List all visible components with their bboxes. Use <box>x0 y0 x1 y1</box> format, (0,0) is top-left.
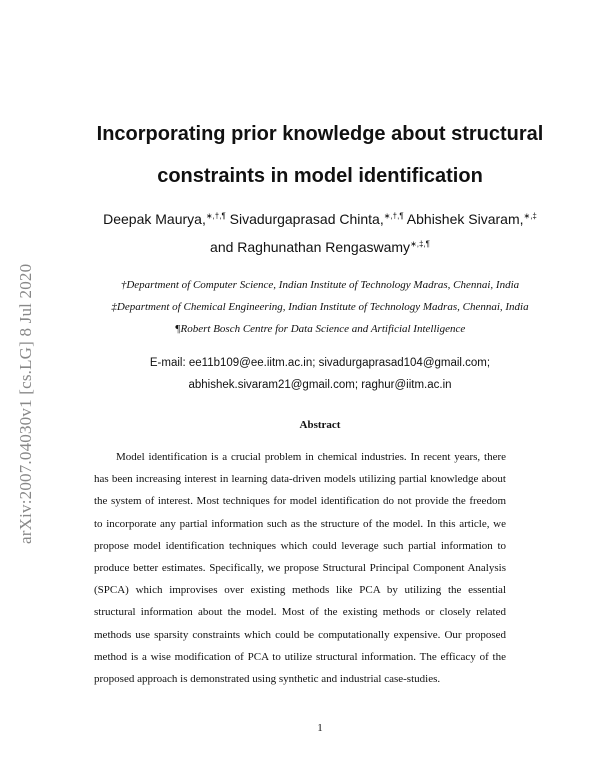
contact-emails <box>40 352 600 396</box>
author-conjunction: and <box>210 239 234 255</box>
author-name: Deepak Maurya, <box>103 211 206 227</box>
author-name: Sivadurgaprasad Chinta, <box>229 211 384 227</box>
page-number: 1 <box>317 722 323 734</box>
affiliation-list <box>40 274 600 340</box>
abstract-body: Model identification is a crucial problem in chemical industries. In recent years, there has been increasing interest in learning data-driven models utilizing partial knowledge about the system of interest. Most techniques for model identification do not provide the freedom to incorporate any partial information such as the structure of the model. In this article, we propose model identification techniques which could leverage such partial information to produce better estimates. Specifically, we propose Structural Principal Component Analysis (SPCA) which improvises over existing methods like PCA by utilizing the essential structural information about the model. Most of the existing methods or closely related methods use sparsity constraints which could be computationally expensive. Our proposed method is a wise modification of PCA to utilize structural information. The efficacy of the proposed approach is demonstrated using synthetic and industrial case-studies. <box>94 451 506 686</box>
author-affiliation-marks: ∗,†,¶ <box>205 211 226 221</box>
email-line-1: E-mail: ee11b109@ee.iitm.ac.in; sivadurgaprasad104@gmail.com; <box>149 357 491 369</box>
abstract-heading: Abstract <box>299 419 341 431</box>
email-line-2: abhishek.sivaram21@gmail.com; raghur@iitm.ac.in <box>188 379 452 391</box>
affiliation-cs-iitm: †Department of Computer Science, Indian Institute of Technology Madras, Chennai, India <box>120 279 520 291</box>
affiliation-bosch-centre: ¶Robert Bosch Centre for Data Science and Artificial Intelligence <box>174 323 466 335</box>
affiliation-chem-iitm: ‡Department of Chemical Engineering, Indian Institute of Technology Madras, Chennai, India <box>111 301 529 313</box>
paper-title-line-2: constraints in model identification <box>157 165 483 187</box>
arxiv-identifier-text: arXiv:2007.04030v1 [cs.LG] 8 Jul 2020 <box>16 263 35 544</box>
arxiv-identifier-stamp <box>16 224 40 544</box>
author-affiliation-marks: ∗,‡,¶ <box>410 239 430 249</box>
author-line-1 <box>40 205 600 233</box>
paper-title-line-1: Incorporating prior knowledge about structural <box>96 123 544 145</box>
author-name: Abhishek Sivaram, <box>406 211 524 227</box>
author-line-2 <box>40 233 600 261</box>
paper-title <box>40 113 600 197</box>
author-affiliation-marks: ∗,†,¶ <box>383 211 404 221</box>
author-affiliation-marks: ∗,‡ <box>523 211 537 221</box>
author-list <box>40 205 600 261</box>
author-name: Raghunathan Rengaswamy <box>237 239 411 255</box>
